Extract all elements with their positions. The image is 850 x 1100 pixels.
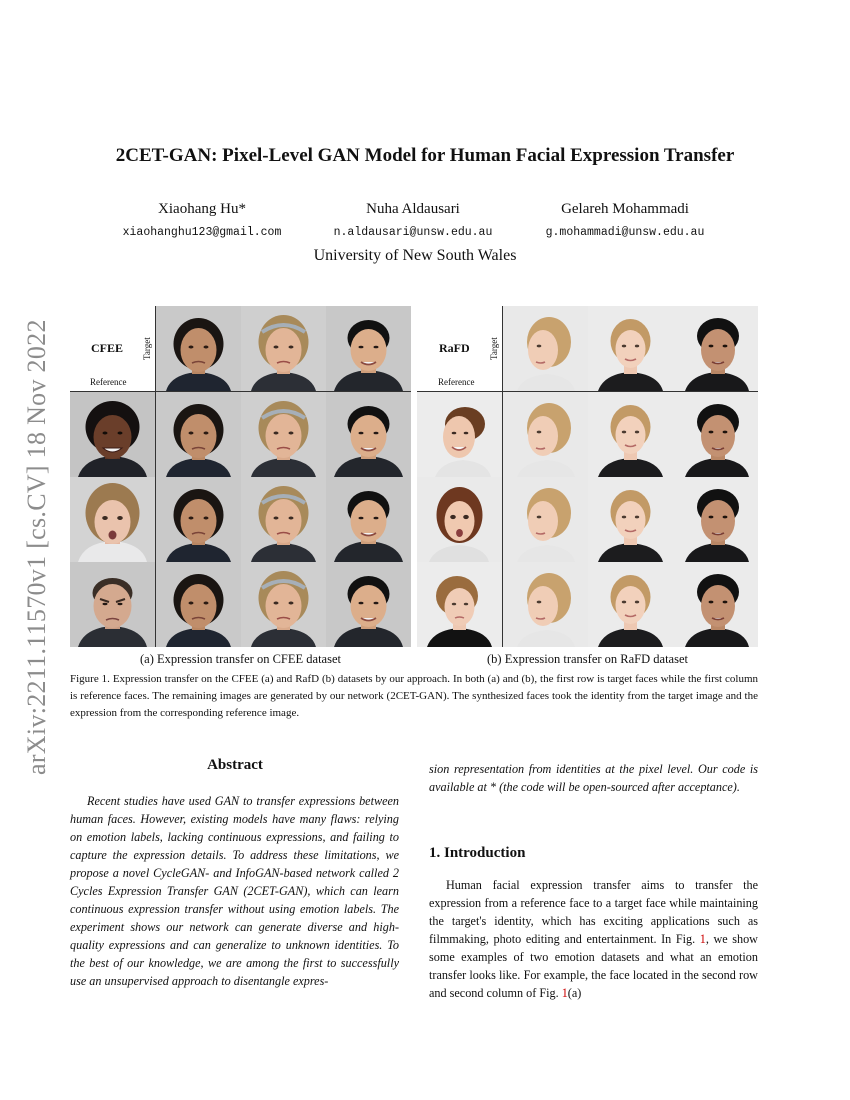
generated-face: [241, 477, 326, 562]
target-label: Target: [142, 337, 152, 360]
author-name: Xiaohang Hu*: [158, 201, 246, 217]
figure-caption: Figure 1. Expression transfer on the CFEE (a) and RafD (b) datasets by our approach. In both (a) and (b), the first row is target faces while the first column is reference faces. The remaining images are generated by our network (2CET-GAN). The synthesized faces took the identity from the target image and the expression from the corresponding reference image.: [70, 673, 758, 719]
generated-face: [326, 392, 411, 477]
abstract-continuation: sion representation from identities at the pixel level. Our code is available at * (the code will be open-sourced after acceptance).: [429, 762, 758, 794]
arxiv-identifier: arXiv:2211.11570v1 [cs.CV] 18 Nov 2022: [22, 319, 51, 775]
reference-label: Reference: [90, 377, 127, 387]
abstract-text: Recent studies have used GAN to transfer expressions between human faces. However, existing models have many flaws: relying on emotion labels, lacking continuous expressions, and failing to capture the expression details. To address these limitations, we propose a novel CycleGAN- and InfoGAN-based network called 2 Cycles Expression Transfer GAN (2CET-GAN), which can learn continuous expression transfer without using emotion labels. The experiment shows our network can generate diverse and high-quality expressions and can generalize to unknown identities. To the best of our knowledge, we are among the first to successfully use an unsupervised approach to disentangle expres-: [70, 794, 399, 988]
target-label: Target: [489, 337, 499, 360]
target-face: [326, 306, 411, 391]
author-3: [495, 201, 755, 239]
grid-divider: [502, 306, 503, 647]
figure-reference-link[interactable]: 1: [699, 932, 706, 946]
reference-face: [417, 562, 502, 647]
paper-title: 2CET-GAN: Pixel-Level GAN Model for Human Facial Expression Transfer: [115, 145, 735, 166]
figure-reference-link[interactable]: 1: [561, 986, 568, 1000]
generated-face: [156, 562, 241, 647]
generated-face: [156, 392, 241, 477]
intro-text-part: , we show some examples of two emotion datasets and what an emotion transfer looks like. For example, the face located in the second row and second column of Fig.: [429, 932, 758, 1000]
subcaption-a: (a) Expression transfer on CFEE dataset: [140, 652, 341, 666]
grid-divider: [70, 391, 411, 392]
reference-face: [70, 477, 155, 562]
grid-divider: [417, 391, 758, 392]
target-face: [673, 306, 758, 391]
generated-face: [241, 392, 326, 477]
target-face: [588, 306, 673, 391]
subcaption-b: (b) Expression transfer on RaFD dataset: [487, 652, 688, 666]
reference-face: [417, 477, 502, 562]
target-face: [503, 306, 588, 391]
author-email: xiaohanghu123@gmail.com: [122, 226, 282, 239]
introduction-heading: 1. Introduction: [429, 845, 526, 861]
author-name: Gelareh Mohammadi: [561, 201, 689, 217]
generated-face: [326, 477, 411, 562]
intro-text-part: (a): [567, 986, 582, 1000]
author-email: n.aldausari@unsw.edu.au: [333, 226, 493, 239]
reference-face: [70, 562, 155, 647]
generated-face: [673, 562, 758, 647]
dataset-label: RaFD: [439, 341, 470, 355]
generated-face: [503, 392, 588, 477]
intro-text-part: Human facial expression transfer aims to transfer the expression from a reference face to a target face while maintaining the target's identity, which has exciting applications such as filmmaking, photo editing and entertainment. In Fig.: [429, 878, 758, 946]
generated-face: [588, 477, 673, 562]
affiliation: University of New South Wales: [313, 247, 517, 264]
author-email: g.mohammadi@unsw.edu.au: [545, 226, 705, 239]
generated-face: [673, 392, 758, 477]
generated-face: [503, 477, 588, 562]
generated-face: [241, 562, 326, 647]
reference-face: [417, 392, 502, 477]
target-face: [156, 306, 241, 391]
figure-panel-cfee: [70, 306, 411, 647]
figure-panel-rafd: [417, 306, 758, 647]
author-name: Nuha Aldausari: [366, 201, 460, 217]
target-face: [241, 306, 326, 391]
abstract-heading: Abstract: [207, 757, 263, 773]
generated-face: [326, 562, 411, 647]
generated-face: [156, 477, 241, 562]
reference-label: Reference: [438, 377, 475, 387]
generated-face: [588, 392, 673, 477]
reference-face: [70, 392, 155, 477]
grid-divider: [155, 306, 156, 647]
generated-face: [673, 477, 758, 562]
introduction-text: [429, 876, 758, 1002]
generated-face: [503, 562, 588, 647]
dataset-label: CFEE: [91, 341, 124, 355]
generated-face: [588, 562, 673, 647]
